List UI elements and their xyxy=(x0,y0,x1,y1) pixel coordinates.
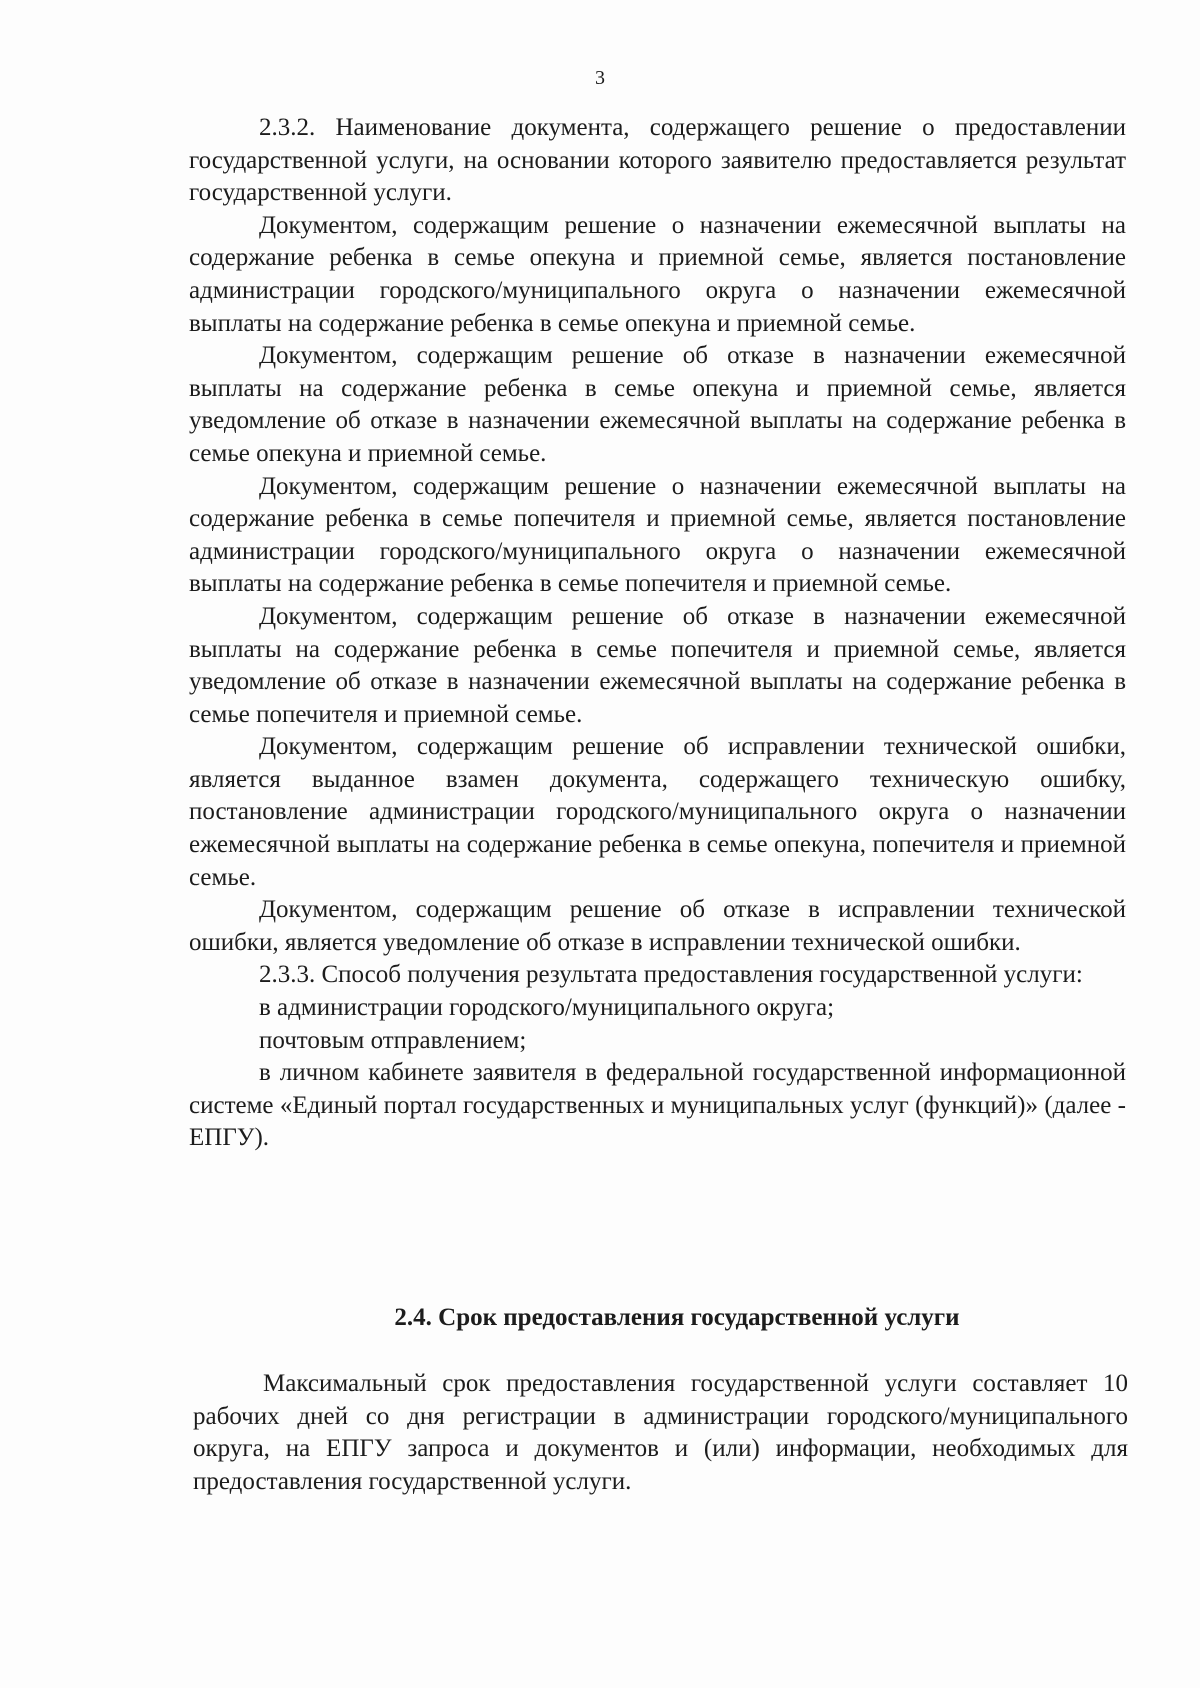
list-item-administration: в администрации городского/муниципального округа; xyxy=(259,994,835,1022)
paragraph-trustee-refusal: Документом, содержащим решение об отказе в назначении ежемесячной выплаты на содержание ребенка в семье попечителя и приемной семье, является уведомление об отказе в назначении ежемесячной выплаты на содержание ребенка в семье попечителя и приемной семье. xyxy=(189,602,1126,728)
section-heading-2-4: 2.4. Срок предоставления государственной услуги xyxy=(394,1304,960,1331)
paragraph-guardian-assignment: Документом, содержащим решение о назначении ежемесячной выплаты на содержание ребенка в семье опекуна и приемной семье, является постановление администрации городского/муниципального округа о назначении ежемесячной выплаты на содержание ребенка в семье опекуна и приемной семье. xyxy=(189,211,1126,337)
page-number: 3 xyxy=(595,67,605,89)
paragraph-trustee-assignment: Документом, содержащим решение о назначении ежемесячной выплаты на содержание ребенка в семье попечителя и приемной семье, является постановление администрации городского/муниципального округа о назначении ежемесячной выплаты на содержание ребенка в семье попечителя и приемной семье. xyxy=(189,472,1126,598)
section-body xyxy=(193,1368,1128,1498)
paragraph-2-3-3: 2.3.3. Способ получения результата предоставления государственной услуги: xyxy=(259,961,1083,989)
paragraph-error-correction: Документом, содержащим решение об исправлении технической ошибки, является выданное взамен документа, содержащего техническую ошибку, постановление администрации городского/муниципального округа о назначении ежемесячной выплаты на содержание ребенка в семье опекуна, попечителя и приемной семье. xyxy=(189,733,1126,891)
list-item-postal: почтовым отправлением; xyxy=(259,1026,527,1054)
paragraph-guardian-refusal: Документом, содержащим решение об отказе в назначении ежемесячной выплаты на содержание ребенка в семье опекуна и приемной семье, является уведомление об отказе в назначении ежемесячной выплаты на содержание ребенка в семье опекуна и приемной семье. xyxy=(189,342,1126,467)
list-item-epgu: в личном кабинете заявителя в федеральной государственной информационной системе «Единый портал государственных и муниципальных услуг (функций)» (далее - ЕПГУ). xyxy=(189,1059,1126,1152)
paragraph-max-term: Максимальный срок предоставления государственной услуги составляет 10 рабочих дней со дня регистрации в администрации городского/муниципального округа, на ЕПГУ запроса и документов и (или) информации, необходимых для предоставления государственной услуги. xyxy=(193,1370,1128,1495)
paragraph-2-3-2: 2.3.2. Наименование документа, содержащего решение о предоставлении государственной услуги, на основании которого заявителю предоставляется результат государственной услуги. xyxy=(189,114,1126,207)
paragraph-error-correction-refusal: Документом, содержащим решение об отказе в исправлении технической ошибки, является уведомление об отказе в исправлении технической ошибки. xyxy=(189,896,1126,956)
document-body xyxy=(189,112,1126,1155)
